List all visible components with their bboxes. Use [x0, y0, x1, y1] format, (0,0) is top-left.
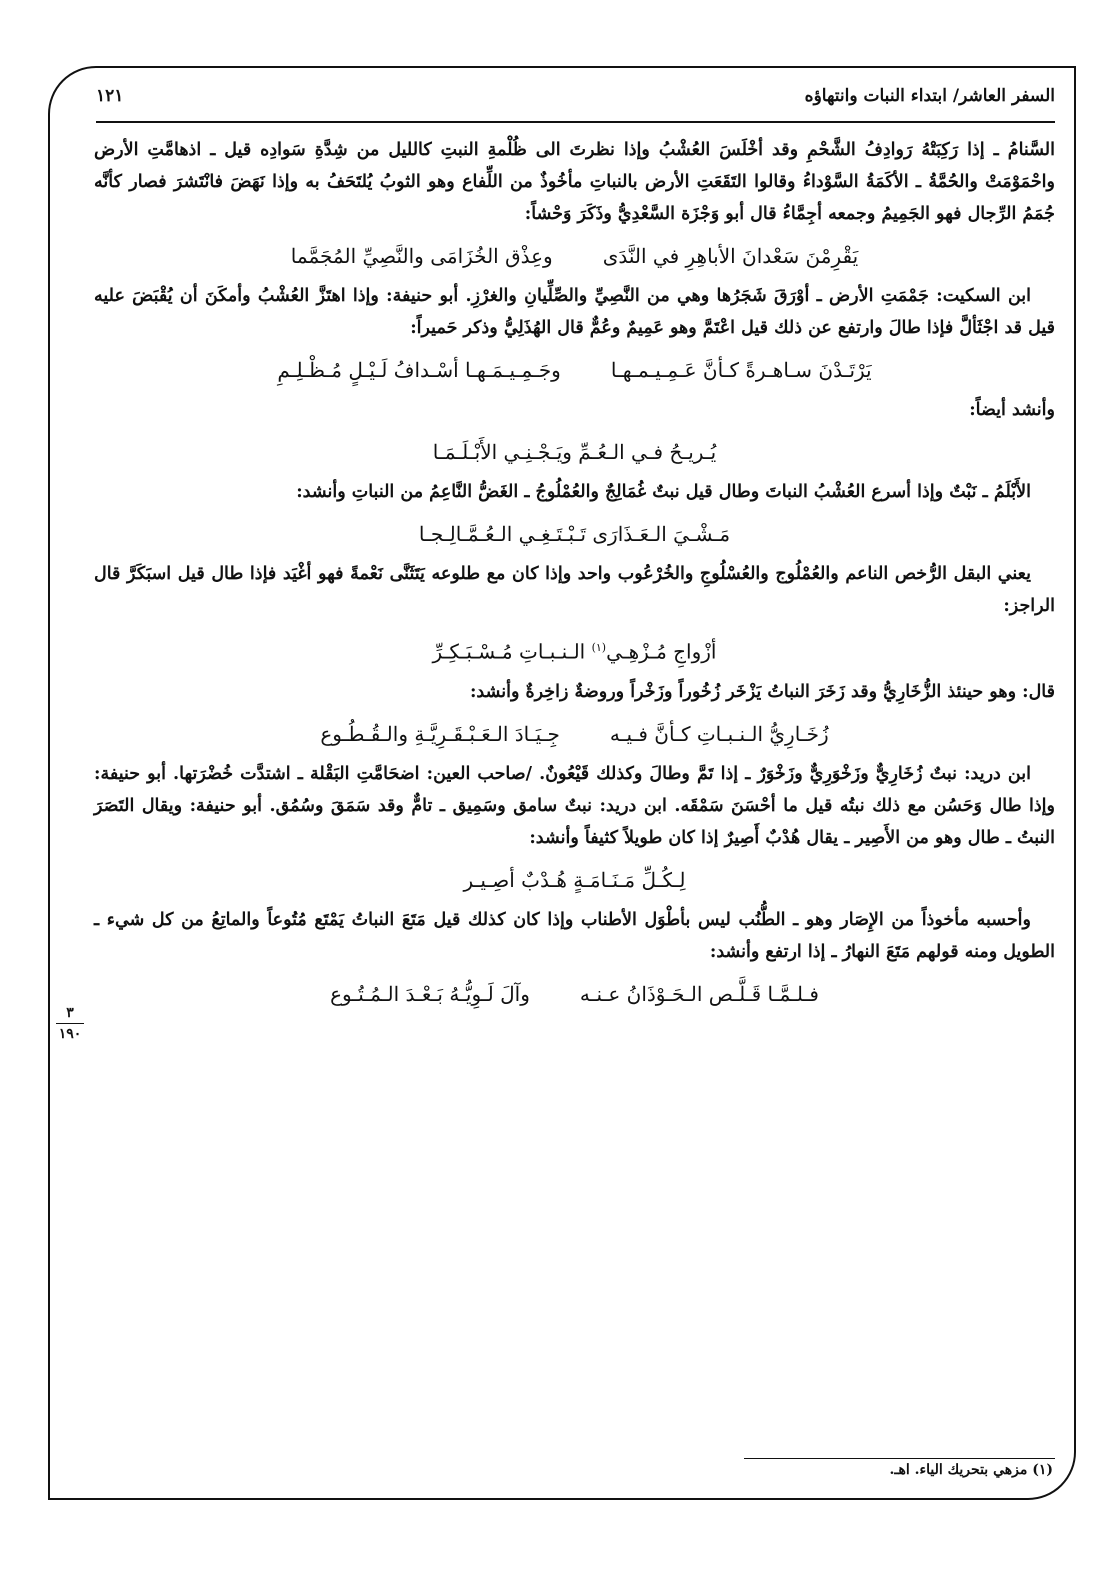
paragraph: وأنشد أيضاً: — [969, 400, 1055, 420]
verse-line — [94, 436, 1055, 468]
verse-part: أزْواجِ مُـزْهِـي — [606, 639, 717, 664]
paragraph: وأحسبه مأخوذاً من الإِصَار وهو ـ الطُّنُب ليس بأطْوَل الأطناب وإذا كان كذلك قيل مَتَعَ النباتُ يَمْتَع مُتُوعاً والماتِعُ من كل شيء ـ الطويل ومنه قولهم مَتَعَ النهارُ ـ إذا ارتفع وأنشد: — [94, 909, 1055, 962]
hemistich-first: يَرْتَـدْنَ سـاهـرةً كـأنَّ عَـمِـيـمـهـا — [610, 358, 872, 382]
page-body — [94, 134, 1055, 1018]
running-title: السفر العاشر/ ابتداء النبات وانتهاؤه — [804, 86, 1055, 106]
margin-ref-top: ٣ — [66, 1005, 74, 1021]
hemistich-second: وعِذْق الخُزَامَى والنَّصِيِّ المُجَمَّما — [290, 244, 553, 268]
verse-line — [94, 240, 1055, 272]
paragraph: الأَبْلَمُ ـ نَبْتٌ وإذا أسرع العُشْبُ النباتَ وطال قيل نبتٌ غُمَالِجٌ والعُمْلُوجُ ـ الغَضُّ النَّاعِمُ من النباتِ وأنشد: — [296, 482, 1031, 502]
verse-line — [94, 354, 1055, 386]
paragraph: السَّنامُ ـ إذا رَكِبَتْهُ رَوادِفُ الشَّحْمِ وقد أخْلَسَ العُشْبُ وإذا نظرتَ الى ظُلْمةِ النبتِ كالليل من شِدَّةِ سَوادِه قيل ـ اذهامَّتِ الأرض واحْمَوْمَتْ والحُمَّةُ ـ الأكَمَةُ السَّوْداءُ وقالوا التَقَعَتِ الأرض بالنباتِ مأخُوذٌ من اللِّفاع وهو الثوبُ يُلتَحَفُ به وإذا نَهَضَ فانْتَشرَ فصار كأنَّه جُمَمُ الرِّجال فهو الجَمِيمُ وجمعه أجِمَّاءُ قال أبو وَجْزَة السَّعْدِيُّ وذَكَرَ وَحْشاً: — [94, 140, 1055, 224]
verse-single: مَـشْـيَ الـعَـذَارَى تَـبْـتَـغِـي الـعُـمَّـالِـجـا — [418, 522, 731, 546]
margin-ref-bottom: ١٩٠ — [58, 1026, 82, 1042]
paragraph: ابن السكيت: جَمْمَتِ الأرض ـ أوْرَقَ شَجَرُها وهي من النَّصِيِّ والصِّلِّيانِ والغرْزِ. أبو حنيفة: وإذا اهتَزَّ العُشْبُ وأمكَنَ أن يُقْبَضَ عليه قيل قد اجْثَألَّ فإذا طالَ وارتفع عن ذلك قيل اعْتَمَّ وهو عَمِيمٌ وعُمٌّ قال الهُذَلِيُّ وذكر حَميراً: — [94, 286, 1055, 338]
hemistich-second: جِـيَـادَ الـعَـبْـقَـرِيَّـةِ والـقُـطُـوع — [320, 721, 560, 746]
verse-part: الـنـبـاتِ مُـسْـبَـكِـرِّ — [432, 639, 592, 664]
page-number: ١٢١ — [96, 86, 124, 106]
verse-single: يُـريـحُ فـي الـعُـمِّ ويَـجْـنِـي الأَبْـلَـمَـا — [432, 440, 717, 464]
paragraph: يعني البقل الرُّخص الناعم والعُمْلُوج والعُسْلُوجِ والخُرْعُوب واحد وإذا كان مع طلوعه يَتَثَنَّى نَعْمةً فهو أغْيَد فإذا طال قيل اسبَكَرَّ قال الراجز: — [94, 564, 1055, 616]
verse-line — [94, 518, 1055, 550]
hemistich-first: زُخَـارِيُّ الـنـبـاتِ كـأنَّ فـيـه — [609, 721, 829, 746]
verse-line — [94, 864, 1055, 896]
verse-single: لِـكُـلِّ مَـنَـامَـةٍ هُـدْبٌ أصِـيـر — [463, 867, 686, 892]
header-rule — [96, 121, 1055, 123]
footnote-rule — [744, 1458, 1055, 1459]
paragraph: ابن دريد: نبتٌ زُخَارِيٌّ وزَخْوَرِيٌّ وزَخْوَرٌ ـ إذا تَمَّ وطالَ وكذلك قَيْعُونٌ. /صاحب العين: اضحَامَّتِ البَقْلة ـ اشتدَّت خُضْرَتها. أبو حنيفة: وإذا طال وَحَسُن مع ذلك نبتُه قيل ما أحْسَنَ سَمْقَه. ابن دريد: نبتٌ سامق وسَمِيق ـ تامٌّ وقد سَمَقَ وسُمُق. أبو حنيفة: ويقال التَصَرَ النبتُ ـ طال وهو من الأَصِير ـ يقال هُدْبٌ أَصِيرٌ إذا كان طويلاً كثيفاً وأنشد: — [94, 763, 1055, 848]
footnote-ref: (١) — [591, 641, 607, 654]
verse-single — [433, 632, 717, 668]
hemistich-first: فـلـمَّـا قَـلَّـص الـحَـوْذَانُ عـنـه — [579, 981, 819, 1006]
footnote: (١) مزهي بتحريك الياء. اهـ. — [889, 1462, 1053, 1478]
verse-line — [94, 718, 1055, 750]
hemistich-first: يَقْرِمْنَ سَعْدانَ الأباهِرِ في النَّدَى — [602, 244, 859, 268]
paragraph: قال: وهو حينئذ الزُّخَارِيُّ وقد زَخَرَ النباتُ يَزْخَر زُخُوراً وزَخْراً وروضةٌ زاخِرةٌ وأنشد: — [469, 681, 1055, 702]
hemistich-second: وجَـمِـيـمَـهـا أسْـدافُ لَـيْـلٍ مُـظْـلِـمِ — [277, 358, 561, 382]
hemistich-second: وآلَ لَـوِيُّـهُ بَـعْـدَ الـمُـتُـوع — [330, 981, 530, 1006]
margin-ref-divider — [56, 1023, 84, 1024]
verse-line — [94, 632, 1055, 668]
margin-page-ref — [52, 1005, 88, 1042]
verse-line — [94, 978, 1055, 1010]
running-header — [96, 82, 1055, 110]
